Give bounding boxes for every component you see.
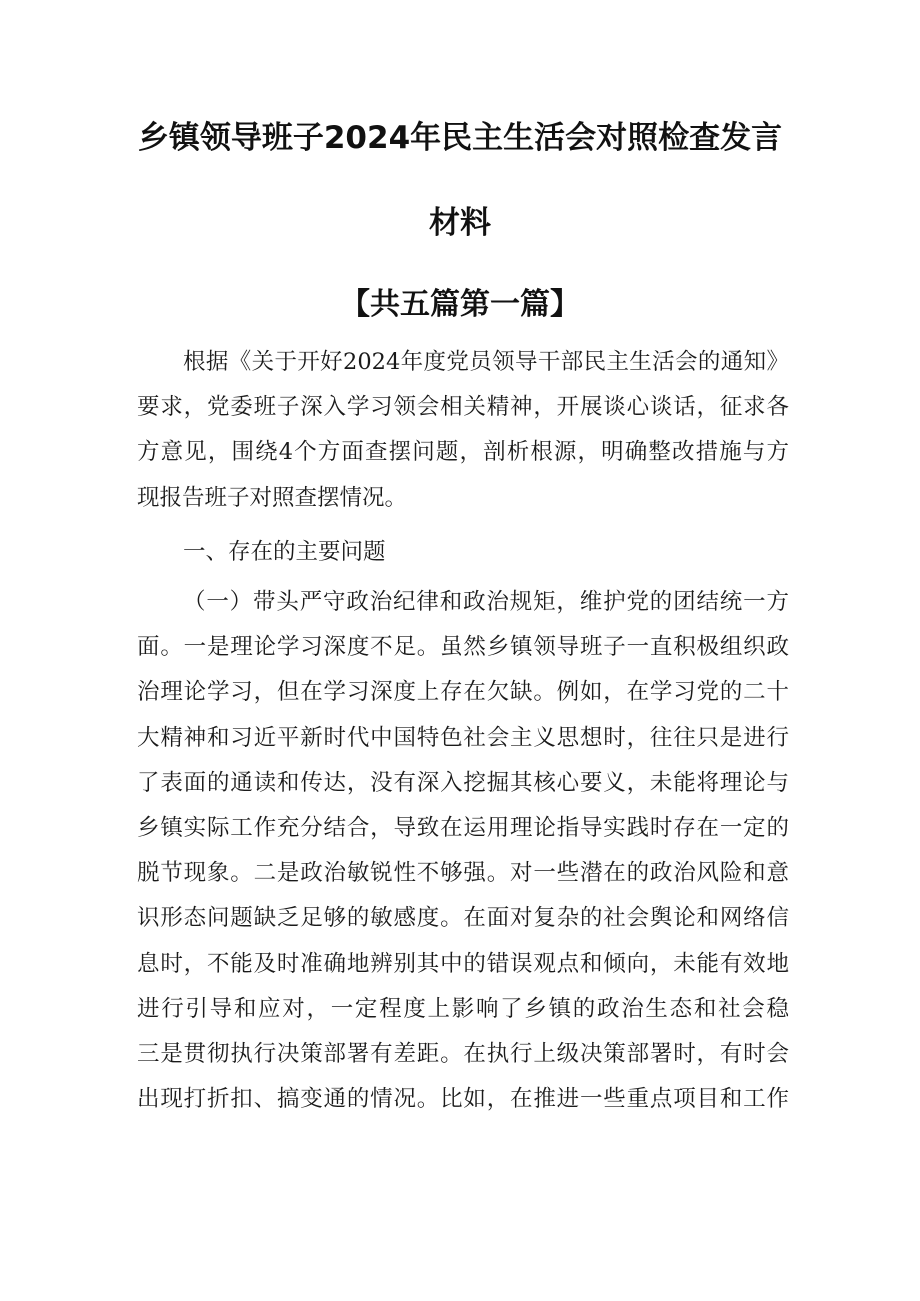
- text-line: 治理论学习，但在学习深度上存在欠缺。例如，在学习党的二十: [137, 679, 789, 706]
- text-line: 大精神和习近平新时代中国特色社会主义思想时，往往只是进行: [137, 724, 789, 751]
- text-line: 脱节现象。二是政治敏锐性不够强。对一些潜在的政治风险和意: [137, 860, 789, 887]
- text-line: 识形态问题缺乏足够的敏感度。在面对复杂的社会舆论和网络信: [137, 905, 789, 932]
- text-line: 现报告班子对照查摆情况。: [137, 484, 408, 511]
- text-line: 了表面的通读和传达，没有深入挖掘其核心要义，未能将理论与: [137, 769, 789, 796]
- text-line: 进行引导和应对，一定程度上影响了乡镇的政治生态和社会稳: [137, 995, 789, 1022]
- problems-paragraph: [137, 580, 789, 1122]
- section-heading: [137, 530, 789, 575]
- text-line: 面。一是理论学习深度不足。虽然乡镇领导班子一直积极组织政: [137, 634, 789, 661]
- text-line: （一）带头严守政治纪律和政治规矩，维护党的团结统一方: [183, 589, 789, 615]
- text-line: 方意见，围绕4个方面查摆问题，剖析根源，明确整改措施与方: [137, 439, 789, 466]
- text-line: 要求，党委班子深入学习领会相关精神，开展谈心谈话，征求各: [137, 394, 789, 421]
- text-line: 出现打折扣、搞变通的情况。比如，在推进一些重点项目和工作: [137, 1086, 789, 1113]
- document-subtitle: 【共五篇第一篇】: [340, 287, 580, 322]
- text-line: 息时，不能及时准确地辨别其中的错误观点和倾向，未能有效地: [137, 950, 789, 977]
- text-line: 三是贯彻执行决策部署有差距。在执行上级决策部署时，有时会: [137, 1040, 789, 1067]
- intro-paragraph: [137, 340, 789, 521]
- document-title-line-2: 材料: [429, 205, 491, 241]
- section-heading-text: 一、存在的主要问题: [183, 539, 386, 565]
- text-line: 乡镇实际工作充分结合，导致在运用理论指导实践时存在一定的: [137, 814, 789, 841]
- text-line: 根据《关于开好2024年度党员领导干部民主生活会的通知》: [183, 349, 789, 375]
- document-title-line-1: 乡镇领导班子2024年民主生活会对照检查发言: [137, 120, 783, 156]
